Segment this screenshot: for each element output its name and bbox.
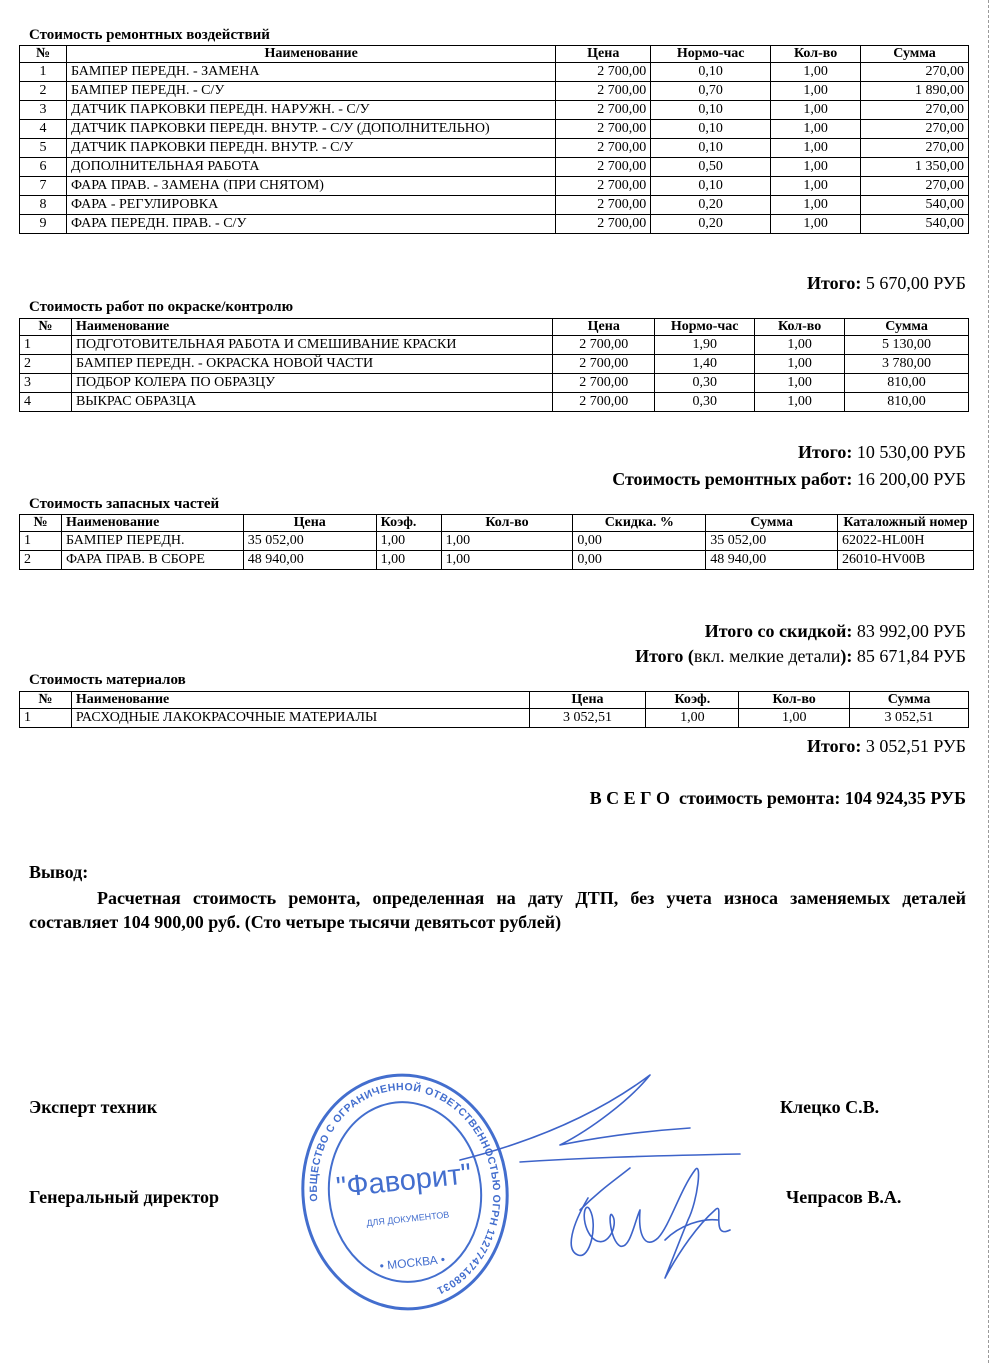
table-row — [20, 139, 969, 158]
parts-small-label-b: вкл. мелкие детали — [693, 646, 841, 666]
works-total — [612, 468, 966, 490]
column-header-catalog-number: Каталожный номер — [838, 515, 974, 532]
cell-coefficient: 1,00 — [376, 551, 441, 570]
cell-price: 2 700,00 — [556, 82, 651, 101]
cell-norm-hour: 0,10 — [651, 120, 771, 139]
cell-name: ФАРА ПРАВ. - ЗАМЕНА (ПРИ СНЯТОМ) — [66, 177, 555, 196]
paint-section-title: Стоимость работ по окраске/контролю — [29, 299, 294, 315]
cell-coefficient: 1,00 — [376, 532, 441, 551]
table-header-row — [20, 46, 969, 63]
column-header-price: Цена — [243, 515, 376, 532]
cell-sum: 1 890,00 — [861, 82, 969, 101]
cell-number: 2 — [20, 355, 72, 374]
cell-number: 4 — [20, 393, 72, 412]
cell-norm-hour: 0,50 — [651, 158, 771, 177]
materials-total — [807, 735, 966, 757]
cell-sum: 540,00 — [861, 196, 969, 215]
director-label: Генеральный директор — [29, 1187, 219, 1207]
stamp-ring-text: ОБЩЕСТВО С ОГРАНИЧЕННОЙ ОТВЕТСТВЕННОСТЬЮ ОГРН 1127747168031 — [307, 1081, 503, 1297]
cell-quantity: 1,00 — [755, 374, 845, 393]
table-row — [20, 101, 969, 120]
table-header-row — [20, 515, 974, 532]
stamp-name: "Фаворит" — [334, 1158, 473, 1205]
cell-quantity: 1,00 — [771, 196, 861, 215]
column-header-price: Цена — [556, 46, 651, 63]
column-header-sum: Сумма — [706, 515, 838, 532]
cell-name: БАМПЕР ПЕРЕДН. - С/У — [66, 82, 555, 101]
cell-price: 2 700,00 — [553, 393, 655, 412]
cell-quantity: 1,00 — [771, 101, 861, 120]
column-header-coefficient: Коэф. — [646, 692, 739, 709]
cell-quantity: 1,00 — [771, 177, 861, 196]
cell-number: 1 — [20, 709, 72, 728]
table-row — [20, 374, 969, 393]
cell-quantity: 1,00 — [771, 158, 861, 177]
cell-norm-hour: 0,10 — [651, 139, 771, 158]
cell-sum: 35 052,00 — [706, 532, 838, 551]
table-row — [20, 532, 974, 551]
cell-price: 48 940,00 — [243, 551, 376, 570]
column-header-quantity: Кол-во — [771, 46, 861, 63]
cell-name: БАМПЕР ПЕРЕДН. - ОКРАСКА НОВОЙ ЧАСТИ — [71, 355, 552, 374]
cell-price: 2 700,00 — [556, 101, 651, 120]
cell-number: 3 — [20, 101, 67, 120]
table-row — [20, 355, 969, 374]
column-header-quantity: Кол-во — [441, 515, 573, 532]
page-border — [988, 0, 989, 1363]
cell-number: 3 — [20, 374, 72, 393]
stamp-city: • МОСКВА • — [379, 1252, 446, 1274]
cell-price: 2 700,00 — [556, 177, 651, 196]
column-header-sum: Сумма — [845, 319, 969, 336]
cell-price: 2 700,00 — [553, 374, 655, 393]
cell-quantity: 1,00 — [771, 139, 861, 158]
column-header-discount: Скидка. % — [573, 515, 706, 532]
cell-name: РАСХОДНЫЕ ЛАКОКРАСОЧНЫЕ МАТЕРИАЛЫ — [71, 709, 529, 728]
cell-norm-hour: 1,40 — [655, 355, 755, 374]
cell-sum: 270,00 — [861, 177, 969, 196]
cell-number: 9 — [20, 215, 67, 234]
cell-discount: 0,00 — [573, 551, 706, 570]
materials-section-title: Стоимость материалов — [29, 672, 186, 688]
cell-number: 5 — [20, 139, 67, 158]
cell-discount: 0,00 — [573, 532, 706, 551]
table-row — [20, 158, 969, 177]
cell-sum: 270,00 — [861, 101, 969, 120]
cell-name: БАМПЕР ПЕРЕДН. - ЗАМЕНА — [66, 63, 555, 82]
table-row — [20, 63, 969, 82]
cell-quantity: 1,00 — [771, 82, 861, 101]
cell-price: 2 700,00 — [553, 336, 655, 355]
column-header-name: Наименование — [71, 692, 529, 709]
column-header-sum: Сумма — [850, 692, 969, 709]
column-header-norm-hour: Нормо-час — [651, 46, 771, 63]
cell-quantity: 1,00 — [441, 551, 573, 570]
parts-discount-value: 83 992,00 РУБ — [856, 621, 966, 641]
cell-price: 2 700,00 — [556, 139, 651, 158]
paint-table — [19, 318, 969, 412]
parts-discount-total — [705, 620, 966, 642]
cell-norm-hour: 0,30 — [655, 374, 755, 393]
cell-name: БАМПЕР ПЕРЕДН. — [61, 532, 243, 551]
cell-norm-hour: 0,10 — [651, 63, 771, 82]
cell-price: 2 700,00 — [556, 215, 651, 234]
column-header-coefficient: Коэф. — [376, 515, 441, 532]
cell-number: 6 — [20, 158, 67, 177]
cell-quantity: 1,00 — [739, 709, 850, 728]
table-row — [20, 82, 969, 101]
cell-price: 2 700,00 — [556, 120, 651, 139]
cell-norm-hour: 1,90 — [655, 336, 755, 355]
table-row — [20, 709, 969, 728]
cell-quantity: 1,00 — [771, 120, 861, 139]
conclusion-text: Расчетная стоимость ремонта, определенная на дату ДТП, без учета износа заменяемых деталей составляет 104 900,00 руб. (Сто четыре тысячи девятьсот рублей) — [29, 888, 966, 932]
cell-number: 4 — [20, 120, 67, 139]
column-header-price: Цена — [553, 319, 655, 336]
parts-section-title: Стоимость запасных частей — [29, 496, 220, 512]
cell-catalog-number: 26010-HV00B — [838, 551, 974, 570]
cell-name: ПОДГОТОВИТЕЛЬНАЯ РАБОТА И СМЕШИВАНИЕ КРАСКИ — [71, 336, 552, 355]
column-header-number: № — [20, 515, 62, 532]
cell-name: ФАРА ПРАВ. В СБОРЕ — [61, 551, 243, 570]
stamp-sub: ДЛЯ ДОКУМЕНТОВ — [365, 1209, 450, 1229]
cell-number: 8 — [20, 196, 67, 215]
paint-total-value: 10 530,00 РУБ — [856, 442, 966, 462]
cell-price: 35 052,00 — [243, 532, 376, 551]
materials-total-label: Итого: — [807, 736, 862, 756]
parts-small-value: 85 671,84 РУБ — [856, 646, 966, 666]
cell-sum: 270,00 — [861, 120, 969, 139]
cell-norm-hour: 0,20 — [651, 196, 771, 215]
repair-table — [19, 45, 969, 234]
conclusion-heading: Вывод: — [29, 862, 89, 882]
column-header-number: № — [20, 319, 72, 336]
grand-total: В С Е Г О стоимость ремонта: 104 924,35 РУБ — [589, 788, 966, 808]
table-row — [20, 177, 969, 196]
cell-number: 1 — [20, 336, 72, 355]
cell-number: 2 — [20, 551, 62, 570]
cell-sum: 3 052,51 — [850, 709, 969, 728]
cell-number: 2 — [20, 82, 67, 101]
column-header-name: Наименование — [61, 515, 243, 532]
handwritten-signature — [440, 1050, 770, 1290]
cell-quantity: 1,00 — [771, 215, 861, 234]
cell-number: 1 — [20, 532, 62, 551]
cell-price: 3 052,51 — [529, 709, 646, 728]
table-row — [20, 120, 969, 139]
cell-name: ПОДБОР КОЛЕРА ПО ОБРАЗЦУ — [71, 374, 552, 393]
column-header-quantity: Кол-во — [739, 692, 850, 709]
director-name: Чепрасов В.А. — [786, 1187, 902, 1207]
expert-label: Эксперт техник — [29, 1097, 158, 1117]
parts-table — [19, 514, 974, 570]
table-row — [20, 215, 969, 234]
cell-quantity: 1,00 — [755, 355, 845, 374]
repair-total-label: Итого: — [807, 273, 862, 293]
works-total-label: Стоимость ремонтных работ: — [612, 469, 853, 489]
cell-norm-hour: 0,20 — [651, 215, 771, 234]
cell-name: ДАТЧИК ПАРКОВКИ ПЕРЕДН. НАРУЖН. - С/У — [66, 101, 555, 120]
column-header-number: № — [20, 692, 72, 709]
cell-norm-hour: 0,10 — [651, 177, 771, 196]
cell-coefficient: 1,00 — [646, 709, 739, 728]
table-row — [20, 336, 969, 355]
cell-sum: 540,00 — [861, 215, 969, 234]
works-total-value: 16 200,00 РУБ — [856, 469, 966, 489]
repair-section-title: Стоимость ремонтных воздействий — [29, 27, 270, 43]
table-header-row — [20, 692, 969, 709]
cell-price: 2 700,00 — [556, 158, 651, 177]
column-header-name: Наименование — [66, 46, 555, 63]
materials-total-value: 3 052,51 РУБ — [865, 736, 966, 756]
cell-sum: 270,00 — [861, 63, 969, 82]
cell-norm-hour: 0,70 — [651, 82, 771, 101]
cell-quantity: 1,00 — [771, 63, 861, 82]
table-row — [20, 393, 969, 412]
cell-sum: 810,00 — [845, 374, 969, 393]
cell-sum: 270,00 — [861, 139, 969, 158]
cell-name: ДАТЧИК ПАРКОВКИ ПЕРЕДН. ВНУТР. - С/У (ДОПОЛНИТЕЛЬНО) — [66, 120, 555, 139]
paint-total — [798, 441, 966, 463]
cell-sum: 3 780,00 — [845, 355, 969, 374]
column-header-name: Наименование — [71, 319, 552, 336]
cell-catalog-number: 62022-HL00H — [838, 532, 974, 551]
cell-sum: 810,00 — [845, 393, 969, 412]
cell-name: ВЫКРАС ОБРАЗЦА — [71, 393, 552, 412]
cell-name: ДАТЧИК ПАРКОВКИ ПЕРЕДН. ВНУТР. - С/У — [66, 139, 555, 158]
table-header-row — [20, 319, 969, 336]
parts-discount-label: Итого со скидкой: — [704, 621, 853, 641]
column-header-number: № — [20, 46, 67, 63]
cell-number: 1 — [20, 63, 67, 82]
cell-sum: 48 940,00 — [706, 551, 838, 570]
table-row — [20, 551, 974, 570]
cell-sum: 1 350,00 — [861, 158, 969, 177]
paint-total-label: Итого: — [798, 442, 853, 462]
column-header-norm-hour: Нормо-час — [655, 319, 755, 336]
cell-name: ФАРА - РЕГУЛИРОВКА — [66, 196, 555, 215]
cell-price: 2 700,00 — [556, 196, 651, 215]
column-header-price: Цена — [529, 692, 646, 709]
cell-quantity: 1,00 — [755, 393, 845, 412]
parts-small-total — [635, 645, 966, 667]
expert-name: Клецко С.В. — [780, 1097, 880, 1117]
cell-quantity: 1,00 — [755, 336, 845, 355]
column-header-sum: Сумма — [861, 46, 969, 63]
cell-sum: 5 130,00 — [845, 336, 969, 355]
repair-total — [807, 272, 966, 294]
repair-total-value: 5 670,00 РУБ — [865, 273, 966, 293]
cell-price: 2 700,00 — [556, 63, 651, 82]
cell-norm-hour: 0,10 — [651, 101, 771, 120]
materials-table — [19, 691, 969, 728]
cell-name: ФАРА ПЕРЕДН. ПРАВ. - С/У — [66, 215, 555, 234]
cell-number: 7 — [20, 177, 67, 196]
table-row — [20, 196, 969, 215]
cell-norm-hour: 0,30 — [655, 393, 755, 412]
cell-name: ДОПОЛНИТЕЛЬНАЯ РАБОТА — [66, 158, 555, 177]
cell-price: 2 700,00 — [553, 355, 655, 374]
parts-small-label-c: ): — [840, 646, 853, 666]
parts-small-label-a: Итого ( — [635, 646, 694, 666]
cell-quantity: 1,00 — [441, 532, 573, 551]
column-header-quantity: Кол-во — [755, 319, 845, 336]
